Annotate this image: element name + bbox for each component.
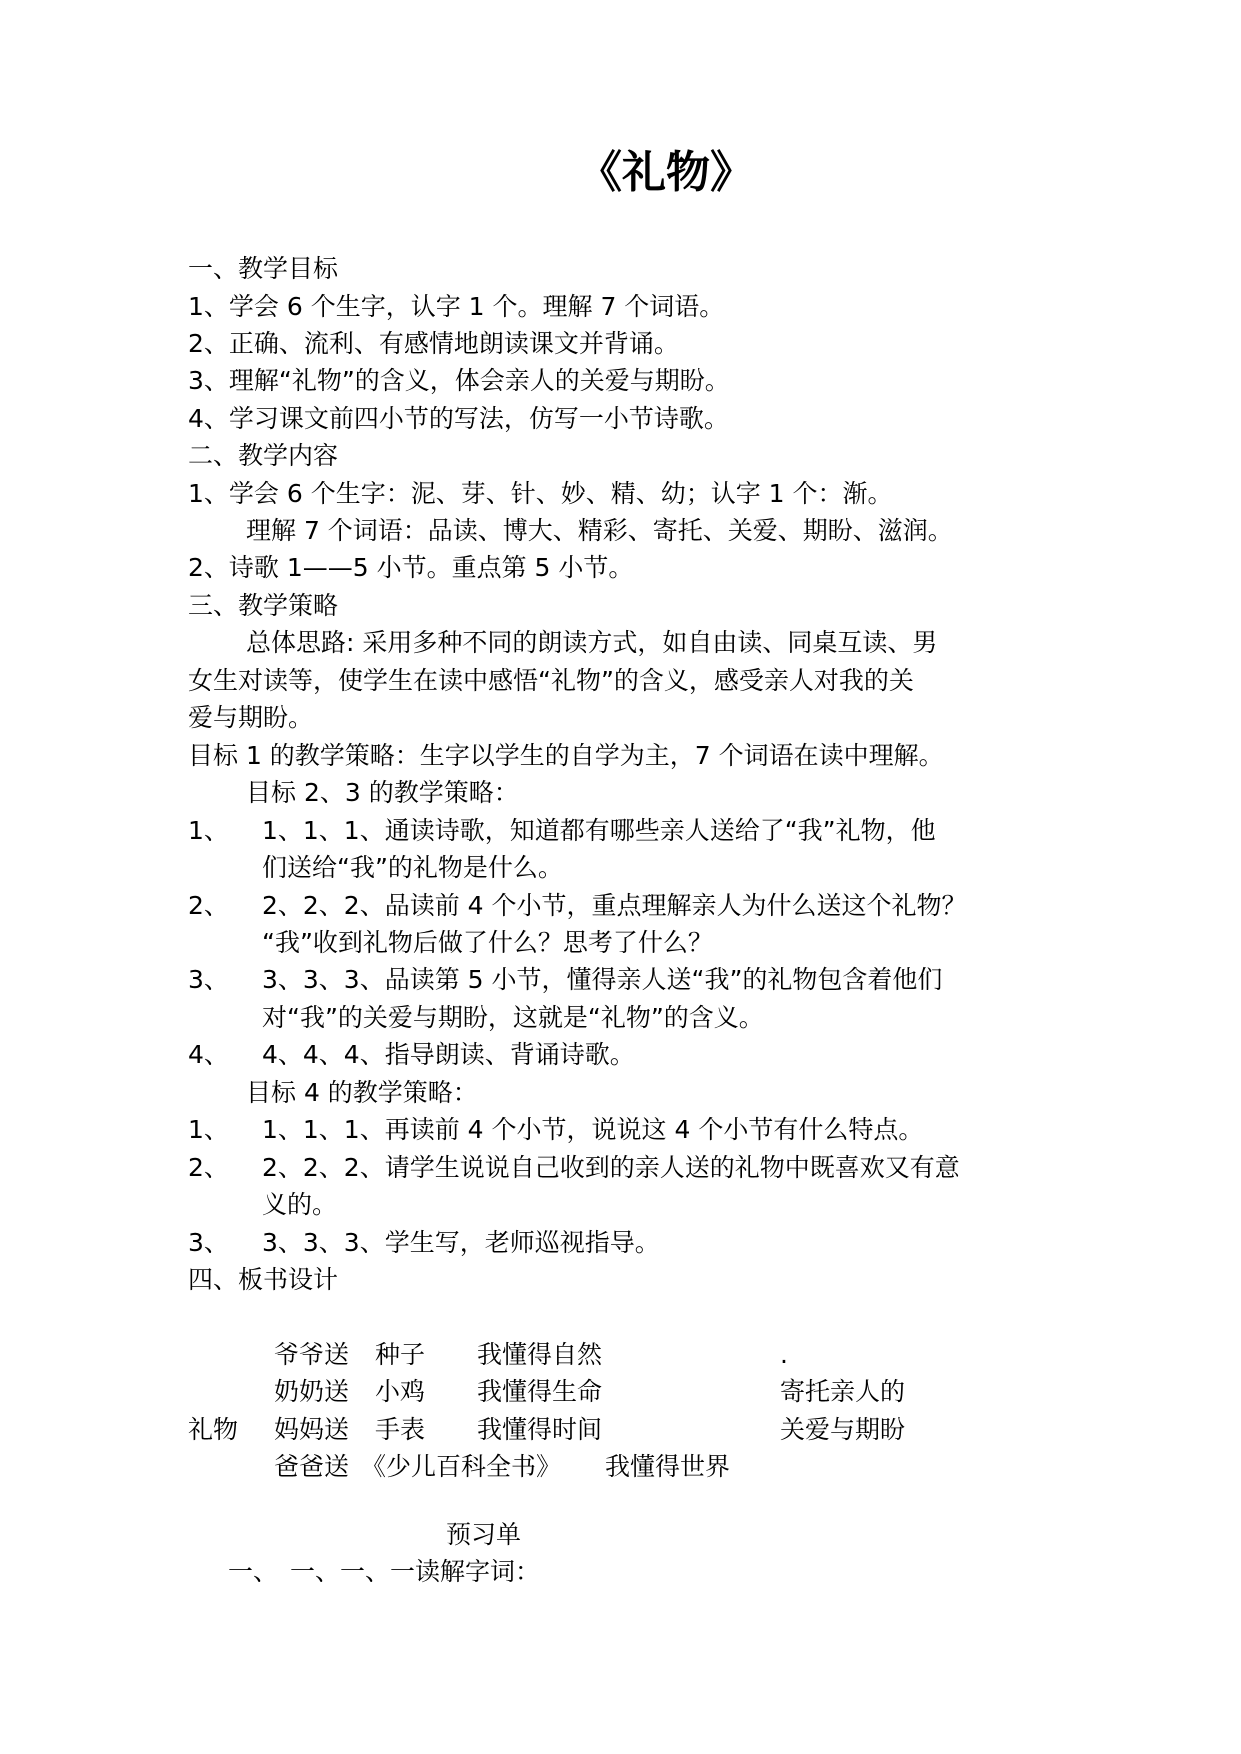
board-giver: 奶奶送: [274, 1377, 350, 1406]
list-item-line: 对“我”的关爱与期盼，这就是“礼物”的含义。: [262, 1003, 764, 1032]
list-item-line: 们送给“我”的礼物是什么。: [262, 853, 563, 882]
content-line: 2、诗歌 1——5 小节。重点第 5 小节。: [188, 553, 634, 582]
page-title: 《礼物》: [578, 147, 754, 198]
strategy-overview-line: 女生对读等，使学生在读中感悟“礼物”的含义，感受亲人对我的关: [188, 666, 914, 695]
strategy-goal1: 目标 1 的教学策略：生字以学生的自学为主，7 个词语在读中理解。: [188, 741, 944, 770]
list-item-line: 2、2、2、品读前 4 个小节，重点理解亲人为什么送这个礼物？: [262, 891, 967, 920]
section-heading-strategy: 三、教学策略: [188, 591, 339, 620]
list-item-line: 1、1、1、再读前 4 个小节，说说这 4 个小节有什么特点。: [262, 1115, 924, 1144]
list-item-line: 3、3、3、学生写，老师巡视指导。: [262, 1228, 660, 1257]
preview-line: 一、一、一读解字词：: [290, 1557, 541, 1586]
list-item-line: 3、3、3、品读第 5 小节，懂得亲人送“我”的礼物包含着他们: [262, 965, 943, 994]
board-gift: 手表: [375, 1415, 426, 1444]
objective-item: 3、理解“礼物”的含义，体会亲人的关爱与期盼。: [188, 366, 730, 395]
section-heading-board: 四、板书设计: [188, 1265, 339, 1294]
content-line: 1、学会 6 个生字：泥、芽、针、妙、精、幼；认字 1 个：渐。: [188, 479, 893, 508]
list-item-line: 义的。: [262, 1190, 338, 1219]
section-heading-content: 二、教学内容: [188, 441, 339, 470]
list-number: 1、: [188, 816, 229, 845]
board-center: 礼物: [188, 1415, 239, 1444]
board-dot: .: [780, 1340, 788, 1369]
preview-title: 预习单: [446, 1520, 522, 1549]
list-item-line: 1、1、1、通读诗歌，知道都有哪些亲人送给了“我”礼物，他: [262, 816, 936, 845]
board-summary: 关爱与期盼: [780, 1415, 906, 1444]
list-number: 1、: [188, 1115, 229, 1144]
strategy-overview-line: 爱与期盼。: [188, 703, 314, 732]
list-number: 2、: [188, 891, 229, 920]
content-line: 理解 7 个词语：品读、博大、精彩、寄托、关爱、期盼、滋润。: [246, 516, 953, 545]
strategy-overview-line: 总体思路: 采用多种不同的朗读方式，如自由读、同桌互读、男: [246, 628, 938, 657]
objective-item: 1、学会 6 个生字，认字 1 个。理解 7 个词语。: [188, 292, 725, 321]
board-giver: 妈妈送: [274, 1415, 350, 1444]
board-gift: 《少儿百科全书》: [361, 1452, 562, 1481]
board-learned: 我懂得世界: [605, 1452, 731, 1481]
board-summary: 寄托亲人的: [780, 1377, 906, 1406]
list-number: 3、: [188, 965, 229, 994]
list-number: 2、: [188, 1153, 229, 1182]
objective-item: 4、学习课文前四小节的写法，仿写一小节诗歌。: [188, 404, 729, 433]
list-item-line: “我”收到礼物后做了什么？思考了什么？: [262, 928, 713, 957]
list-item-line: 4、4、4、指导朗读、背诵诗歌。: [262, 1040, 635, 1069]
strategy-goal23-heading: 目标 2、3 的教学策略：: [246, 778, 519, 807]
objective-item: 2、正确、流利、有感情地朗读课文并背诵。: [188, 329, 679, 358]
board-gift: 小鸡: [375, 1377, 426, 1406]
list-number: 4、: [188, 1040, 229, 1069]
board-learned: 我懂得时间: [477, 1415, 603, 1444]
section-heading-objectives: 一、教学目标: [188, 254, 339, 283]
list-number: 一、: [228, 1557, 279, 1586]
list-item-line: 2、2、2、请学生说说自己收到的亲人送的礼物中既喜欢又有意: [262, 1153, 960, 1182]
list-number: 3、: [188, 1228, 229, 1257]
board-learned: 我懂得生命: [477, 1377, 603, 1406]
board-gift: 种子: [375, 1340, 426, 1369]
board-giver: 爸爸送: [274, 1452, 350, 1481]
board-learned: 我懂得自然: [477, 1340, 603, 1369]
strategy-goal4-heading: 目标 4 的教学策略：: [246, 1078, 478, 1107]
board-giver: 爷爷送: [274, 1340, 350, 1369]
